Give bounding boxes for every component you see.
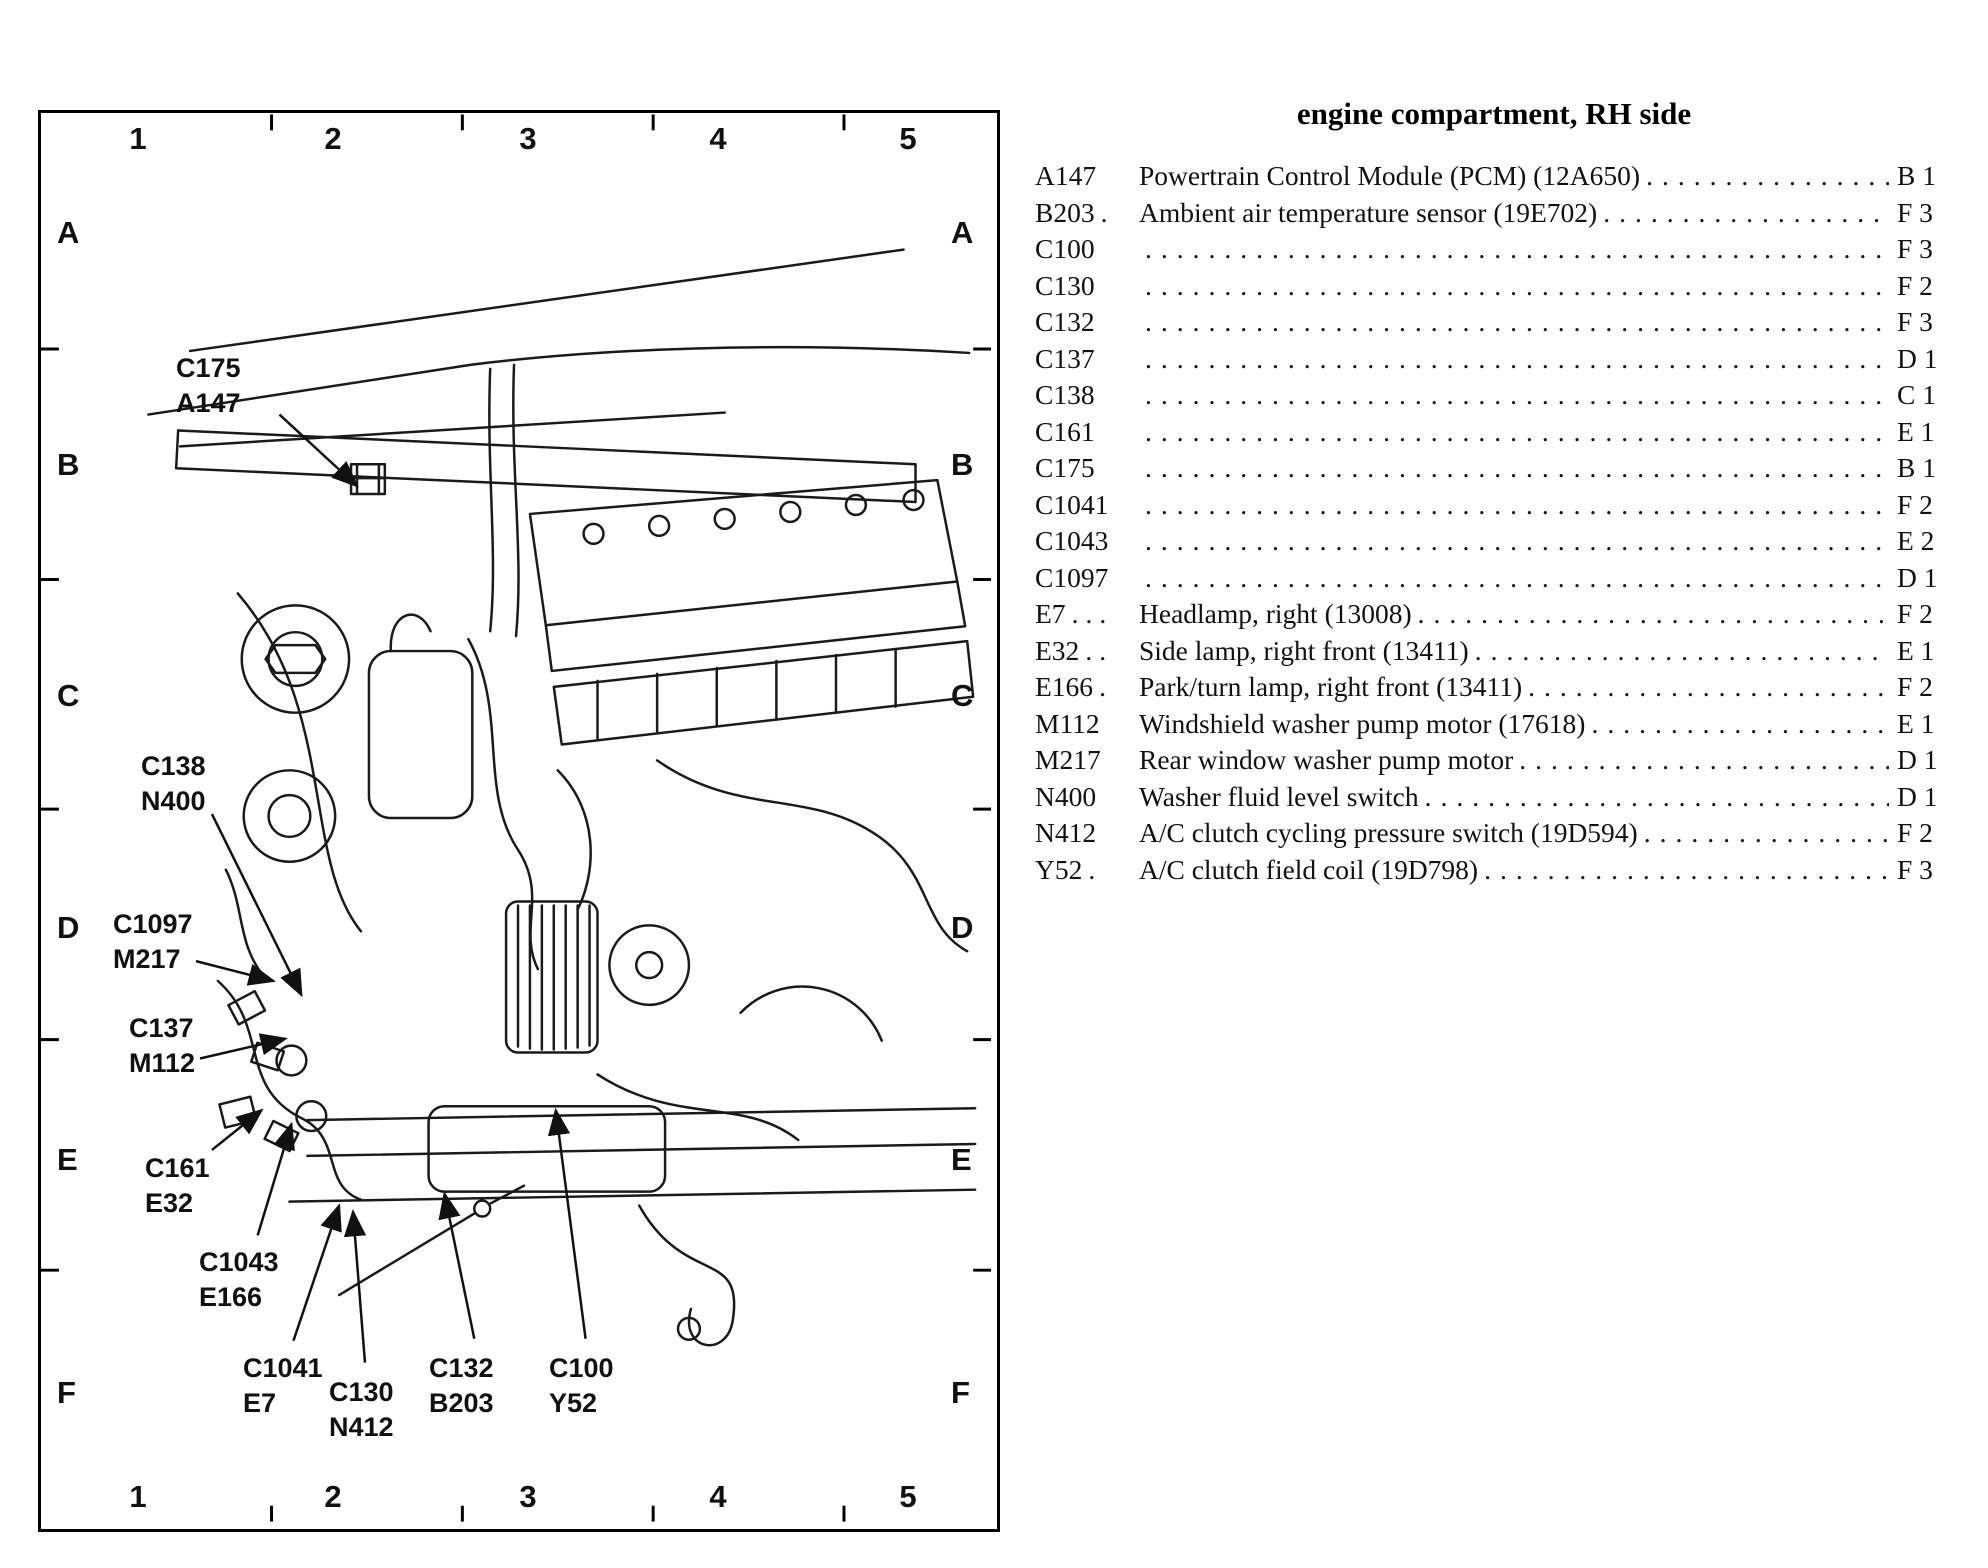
code-leader-dots: .	[1100, 196, 1115, 228]
component-description: Powertrain Control Module (PCM) (12A650)	[1139, 160, 1641, 191]
callout-label: E166	[199, 1282, 263, 1313]
grid-reference: F 3	[1897, 853, 1933, 885]
engine-diagram-frame	[38, 110, 1000, 1532]
grid-reference: D 1	[1897, 780, 1938, 812]
leader-dots	[1145, 341, 1889, 378]
grid-reference: F 3	[1897, 196, 1933, 228]
grid-row-label: A	[57, 215, 80, 250]
engine-line-art	[41, 113, 997, 1529]
component-code: B203	[1035, 196, 1095, 228]
legend-title: engine compartment, RH side	[1296, 96, 1692, 131]
callout-C1043-E166	[199, 1245, 279, 1315]
component-code: E166	[1035, 671, 1094, 702]
leader-dots	[1528, 669, 1889, 706]
grid-reference: C 1	[1897, 379, 1936, 410]
callout-C100-Y52	[549, 1351, 614, 1421]
component-code: E7	[1035, 598, 1066, 629]
legend-entry	[1035, 487, 1953, 524]
callout-arrow	[556, 1110, 586, 1339]
component-code: C161	[1035, 415, 1095, 447]
grid-col-label: 3	[519, 121, 537, 156]
callout-label: E7	[243, 1388, 277, 1419]
grid-reference: B 1	[1897, 452, 1936, 483]
grid-reference: F 3	[1897, 233, 1933, 264]
leader-dots	[1145, 487, 1889, 524]
legend-entry	[1035, 231, 1953, 268]
callout-label: M112	[129, 1048, 196, 1079]
component-code-cell	[1035, 596, 1139, 633]
legend-entry	[1035, 158, 1953, 195]
grid-reference: F 3	[1897, 306, 1933, 337]
component-code: C137	[1035, 342, 1095, 374]
grid-col-label: 5	[899, 121, 917, 156]
callout-label: C161	[145, 1153, 210, 1183]
grid-col-label: 4	[709, 121, 727, 156]
legend-entry	[1035, 779, 1953, 816]
legend-entry	[1035, 815, 1953, 852]
callout-label: C175	[176, 353, 241, 383]
grid-reference: D 1	[1897, 744, 1938, 775]
leader-dots	[1145, 377, 1889, 414]
component-description: A/C clutch cycling pressure switch (19D594)	[1139, 817, 1638, 848]
component-code: C130	[1035, 269, 1095, 301]
component-code: C132	[1035, 306, 1095, 337]
leader-dots	[1145, 450, 1889, 487]
leader-dots	[1145, 268, 1889, 305]
component-code-cell	[1035, 669, 1139, 706]
leader-dots	[1145, 304, 1889, 341]
leader-dots	[1519, 742, 1889, 779]
component-code: E32	[1035, 634, 1080, 666]
grid-reference: E 1	[1897, 415, 1935, 447]
grid-reference: E 1	[1897, 634, 1935, 666]
callout-label: A147	[176, 388, 241, 419]
callout-C138-N400	[141, 749, 206, 819]
component-code-cell	[1035, 304, 1139, 341]
grid-reference: B 1	[1897, 160, 1936, 191]
legend-rows	[1035, 158, 1953, 888]
leader-dots	[1644, 815, 1889, 852]
component-description: Side lamp, right front (13411)	[1139, 634, 1469, 666]
component-code: C1043	[1035, 525, 1109, 556]
callout-arrow	[212, 1110, 262, 1150]
legend-entry	[1035, 596, 1953, 633]
code-leader-dots: .	[1088, 853, 1103, 885]
callout-label: B203	[429, 1388, 494, 1419]
legend-entry	[1035, 268, 1953, 305]
callout-arrow	[258, 1124, 292, 1235]
engine-sketch	[148, 250, 975, 1346]
callout-label: C1043	[199, 1247, 279, 1277]
legend-entry	[1035, 450, 1953, 487]
component-code-cell	[1035, 560, 1139, 597]
grid-reference: D 1	[1897, 561, 1938, 593]
leader-dots	[1145, 231, 1889, 268]
component-legend	[1035, 96, 1953, 888]
grid-reference: F 2	[1897, 817, 1933, 848]
grid-reference: E 2	[1897, 525, 1935, 556]
leader-dots	[1145, 414, 1889, 451]
component-code: M217	[1035, 744, 1101, 775]
component-description: Windshield washer pump motor (17618)	[1139, 707, 1586, 739]
component-code-cell	[1035, 231, 1139, 268]
grid-reference: F 2	[1897, 671, 1933, 702]
grid-row-label: D	[951, 910, 974, 945]
callout-label: C130	[329, 1377, 394, 1407]
component-description: Rear window washer pump motor	[1139, 744, 1514, 775]
callout-arrow	[293, 1206, 339, 1341]
component-code-cell	[1035, 815, 1139, 852]
callout-C1097-M217	[113, 907, 193, 977]
callout-C175-A147	[176, 351, 241, 421]
component-code-cell	[1035, 487, 1139, 524]
callout-label: E32	[145, 1188, 194, 1219]
legend-entry	[1035, 304, 1953, 341]
grid-col-label: 3	[519, 1479, 537, 1514]
grid-row-label: D	[57, 910, 80, 945]
grid-row-label: C	[57, 678, 80, 713]
legend-entry	[1035, 669, 1953, 706]
component-description: Washer fluid level switch	[1139, 780, 1419, 812]
component-code: C1041	[1035, 488, 1109, 520]
component-code: C175	[1035, 452, 1095, 483]
component-code-cell	[1035, 852, 1139, 889]
callout-label: C1041	[243, 1353, 323, 1383]
component-description: A/C clutch field coil (19D798)	[1139, 853, 1479, 885]
leader-dots	[1646, 158, 1889, 195]
component-description: Ambient air temperature sensor (19E702)	[1139, 196, 1598, 228]
callout-C132-B203	[429, 1351, 494, 1421]
legend-entry	[1035, 560, 1953, 597]
grid-row-label: E	[951, 1142, 972, 1177]
component-code-cell	[1035, 377, 1139, 414]
callout-label: Y52	[549, 1388, 598, 1419]
grid-reference: E 1	[1897, 707, 1935, 739]
leader-dots	[1145, 560, 1889, 597]
legend-entry	[1035, 633, 1953, 670]
component-code-cell	[1035, 268, 1139, 305]
component-code-cell	[1035, 158, 1139, 195]
grid-row-label: E	[57, 1142, 78, 1177]
grid-col-label: 5	[899, 1479, 917, 1514]
component-code-cell	[1035, 706, 1139, 743]
legend-entry	[1035, 414, 1953, 451]
code-leader-dots: ...	[1071, 598, 1114, 629]
grid-reference: F 2	[1897, 598, 1933, 629]
callout-label: M217	[113, 944, 181, 975]
component-code-cell	[1035, 450, 1139, 487]
callout-label: C137	[129, 1013, 194, 1043]
callout-C161-E32	[145, 1151, 210, 1221]
legend-entry	[1035, 341, 1953, 378]
leader-dots	[1591, 706, 1889, 743]
leader-dots	[1418, 596, 1889, 633]
leader-dots	[1484, 852, 1889, 889]
grid-col-label: 1	[129, 121, 147, 156]
code-leader-dots: ..	[1085, 634, 1114, 666]
grid-row-label: F	[951, 1375, 970, 1410]
legend-entry	[1035, 706, 1953, 743]
grid-row-label: B	[951, 447, 974, 482]
grid-col-label: 2	[324, 121, 342, 156]
grid-row-label: F	[57, 1375, 76, 1410]
grid-reference: D 1	[1897, 342, 1938, 374]
callout-label: C100	[549, 1353, 614, 1383]
grid-row-label: A	[951, 215, 974, 250]
grid-reference: F 2	[1897, 269, 1933, 301]
callout-C137-M112	[129, 1011, 195, 1081]
component-description: Park/turn lamp, right front (13411)	[1139, 671, 1523, 702]
legend-entry	[1035, 377, 1953, 414]
component-code: M112	[1035, 707, 1100, 739]
component-code-cell	[1035, 779, 1139, 816]
grid-reference: F 2	[1897, 488, 1933, 520]
component-code: N400	[1035, 780, 1097, 812]
callout-C1041-E7	[243, 1351, 323, 1421]
component-code: N412	[1035, 817, 1097, 848]
legend-entry	[1035, 523, 1953, 560]
component-code-cell	[1035, 742, 1139, 779]
grid-col-label: 2	[324, 1479, 342, 1514]
legend-entry	[1035, 742, 1953, 779]
component-code: C100	[1035, 233, 1095, 264]
component-code: Y52	[1035, 853, 1083, 885]
component-code-cell	[1035, 341, 1139, 378]
component-code: C138	[1035, 379, 1095, 410]
component-code-cell	[1035, 523, 1139, 560]
leader-dots	[1603, 195, 1889, 232]
callout-label: N400	[141, 786, 206, 817]
grid-col-label: 1	[129, 1479, 147, 1514]
component-code: C1097	[1035, 561, 1109, 593]
component-code: A147	[1035, 160, 1097, 191]
code-leader-dots: .	[1099, 671, 1113, 702]
legend-entry	[1035, 852, 1953, 889]
grid-col-label: 4	[709, 1479, 727, 1514]
callout-label: C132	[429, 1353, 494, 1383]
callout-label: C138	[141, 751, 206, 781]
component-code-cell	[1035, 195, 1139, 232]
callout-arrow	[196, 961, 274, 981]
component-code-cell	[1035, 414, 1139, 451]
leader-dots	[1145, 523, 1889, 560]
callout-arrow	[353, 1212, 365, 1363]
grid-row-label: B	[57, 447, 80, 482]
grid-row-label: C	[951, 678, 974, 713]
callout-label: C1097	[113, 909, 193, 939]
legend-entry	[1035, 195, 1953, 232]
component-description: Headlamp, right (13008)	[1139, 598, 1412, 629]
component-code-cell	[1035, 633, 1139, 670]
callout-C130-N412	[329, 1375, 394, 1445]
leader-dots	[1425, 779, 1889, 816]
callout-label: N412	[329, 1412, 394, 1443]
leader-dots	[1475, 633, 1889, 670]
